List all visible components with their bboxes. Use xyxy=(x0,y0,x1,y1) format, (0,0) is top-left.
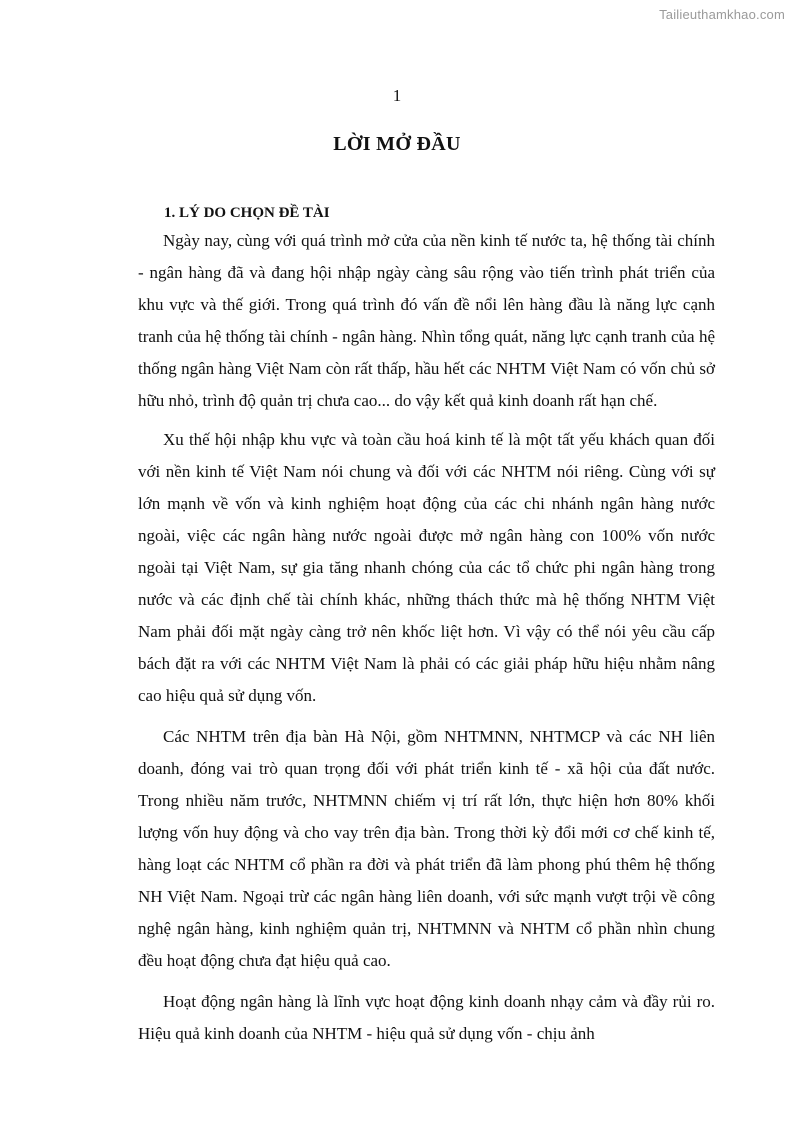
paragraph-4: Hoạt động ngân hàng là lĩnh vực hoạt động kinh doanh nhạy cảm và đầy rủi ro. Hiệu quả kinh doanh của NHTM - hiệu quả sử dụng vốn - chịu ảnh xyxy=(138,992,715,1043)
paragraph-3: Các NHTM trên địa bàn Hà Nội, gồm NHTMNN, NHTMCP và các NH liên doanh, đóng vai trò quan trọng đối với phát triển kinh tế - xã hội của đất nước. Trong nhiều năm trước, NHTMNN chiếm vị trí rất lớn, thực hiện hơn 80% khối lượng vốn huy động và cho vay trên địa bàn. Trong thời kỳ đổi mới cơ chế kinh tế, hàng loạt các NHTM cổ phần ra đời và phát triển đã làm phong phú thêm hệ thống NH Việt Nam. Ngoại trừ các ngân hàng liên doanh, với sức mạnh vượt trội về công nghệ ngân hàng, kinh nghiệm quản trị, NHTMNN và NHTM cổ phần nhìn chung đều hoạt động chưa đạt hiệu quả cao. xyxy=(138,727,715,970)
watermark-text: Tailieuthamkhao.com xyxy=(659,7,785,22)
page-number: 1 xyxy=(392,86,402,105)
paragraph-2: Xu thế hội nhập khu vực và toàn cầu hoá kinh tế là một tất yếu khách quan đối với nền kinh tế Việt Nam nói chung và đối với các NHTM nói riêng. Cùng với sự lớn mạnh về vốn và kinh nghiệm hoạt động của các chi nhánh ngân hàng nước ngoài, việc các ngân hàng nước ngoài được mở ngân hàng con 100% vốn nước ngoài tại Việt Nam, sự gia tăng nhanh chóng của các tổ chức phi ngân hàng trong nước và các định chế tài chính khác, những thách thức mà hệ thống NHTM Việt Nam phải đối mặt ngày càng trở nên khốc liệt hơn. Vì vậy có thể nói yêu cầu cấp bách đặt ra với các NHTM Việt Nam là phải có các giải pháp hữu hiệu nhằm nâng cao hiệu quả sử dụng vốn. xyxy=(138,430,715,705)
document-body xyxy=(138,199,715,1050)
section-heading: 1. LÝ DO CHỌN ĐỀ TÀI xyxy=(164,205,330,221)
paragraph-1: Ngày nay, cùng với quá trình mở cửa của nền kinh tế nước ta, hệ thống tài chính - ngân hàng đã và đang hội nhập ngày càng sâu rộng vào tiến trình phát triển của khu vực và thế giới. Trong quá trình đó vấn đề nổi lên hàng đầu là năng lực cạnh tranh của hệ thống tài chính - ngân hàng. Nhìn tổng quát, năng lực cạnh tranh của hệ thống ngân hàng Việt Nam còn rất thấp, hầu hết các NHTM Việt Nam có vốn chủ sở hữu nhỏ, trình độ quản trị chưa cao... do vậy kết quả kinh doanh rất hạn chế. xyxy=(138,231,715,410)
page-title: LỜI MỞ ĐẦU xyxy=(333,133,461,155)
